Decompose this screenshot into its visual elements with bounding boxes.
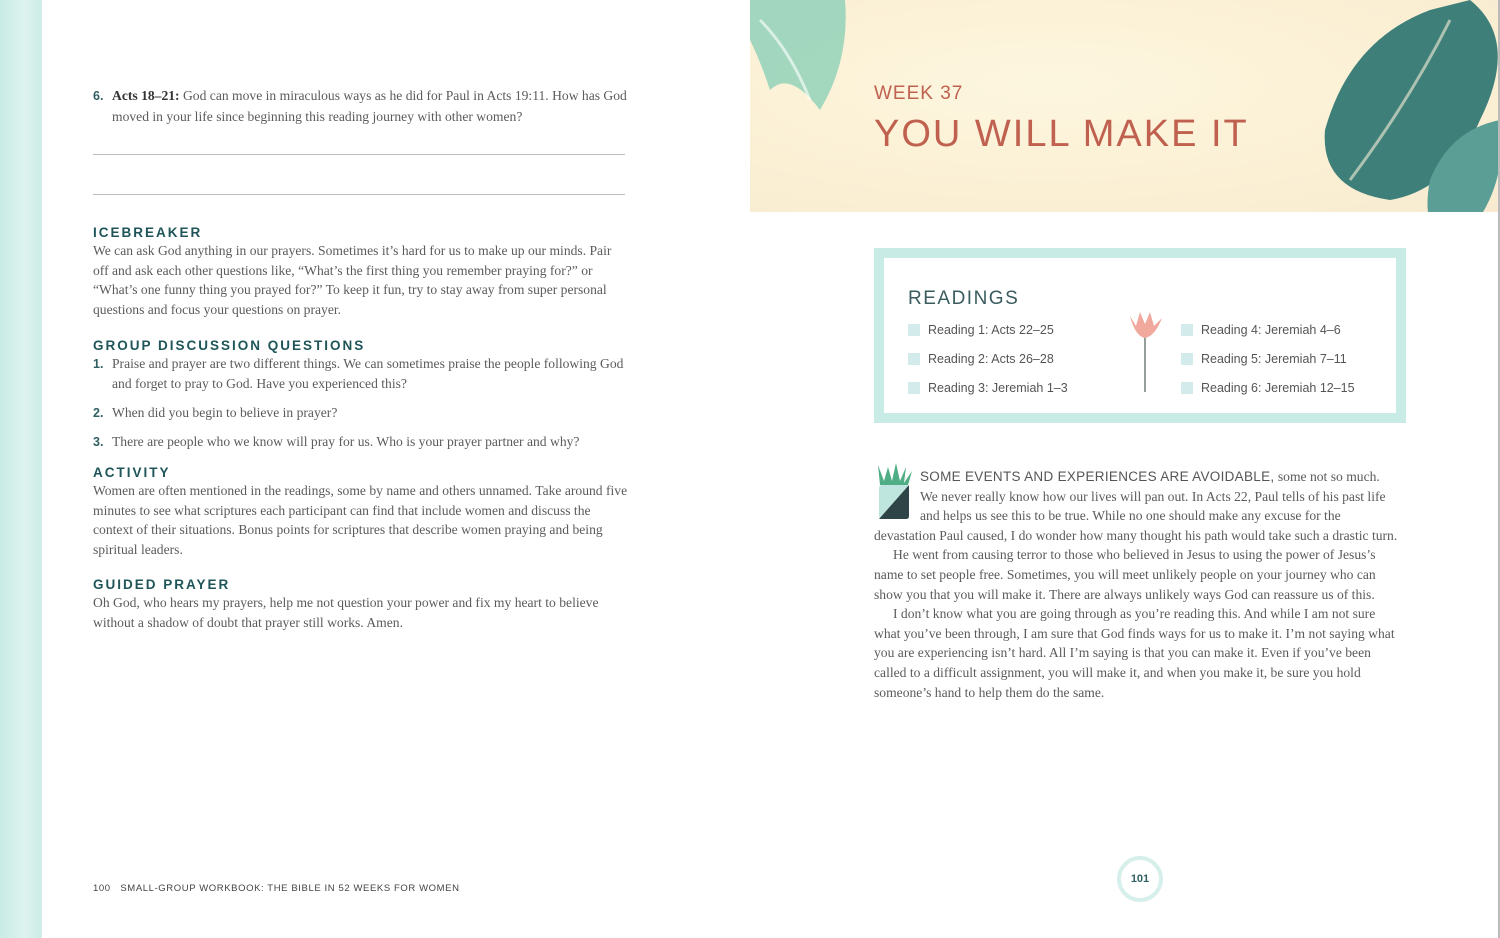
activity-section [93,465,628,559]
section-heading: GUIDED PRAYER [93,577,231,593]
flower-icon [1120,306,1170,396]
answer-line [93,194,625,195]
item-text: Praise and prayer are two different things. We can sometimes praise the people following God and forget to pray to God. Have you experienced this? [112,355,624,392]
item-number: 1. [93,356,104,371]
item-number: 2. [93,405,104,420]
right-page-body [874,467,1399,702]
reading-label: Reading 2: Acts 26–28 [928,352,1054,366]
section-text: We can ask God anything in our prayers. Sometimes it’s hard for us to make up our minds. Pair off and ask each other questions like, “What’s the first thing you remember praying for?” or “What’s one funny thing you prayed for?” To keep it fun, try to stay away from super personal questions and focus your questions on prayer. [93,243,612,317]
section-text: Women are often mentioned in the readings, some by name and others unnamed. Take around five minutes to see what scriptures each participant can find that include women and discuss the context of their situations. Bonus points for scriptures that describe women praying and being spiritual leaders. [93,482,628,557]
left-footer [93,883,460,894]
question-ref: Acts 18–21: [112,88,180,103]
reading-item[interactable] [908,323,1054,337]
checkbox[interactable] [1181,324,1193,336]
question-text: God can move in miraculous ways as he did for Paul in Acts 19:11. How has God moved in your life since beginning this reading journey with other women? [112,88,627,124]
left-page-content [93,86,628,633]
monstera-leaf-icon [750,0,1500,212]
item-text: There are people who we know will pray for us. Who is your prayer partner and why? [112,434,580,450]
reading-label: Reading 1: Acts 22–25 [928,323,1054,337]
answer-line [93,154,625,155]
page-edge-decoration [0,0,42,938]
list-item [93,354,628,394]
lead-in-caps: SOME EVENTS AND EXPERIENCES ARE AVOIDABLE, [920,469,1275,484]
reading-item[interactable] [908,352,1054,366]
list-item [93,403,628,424]
section-heading: ICEBREAKER [93,225,203,241]
discussion-section [93,338,628,453]
section-heading: GROUP DISCUSSION QUESTIONS [93,337,366,353]
paragraph-3: I don’t know what you are going through as you’re reading this. And while I am not sure what you’ve been through, I am sure that God finds ways for us to make it. I’m not saying what you are experiencing isn’t hard. All I’m saying is that you can make it. Even if you’ve been called to a difficult assignment, you will make it, and when you make it, be sure you hold someone’s hand to help them do the same. [874,606,1395,700]
prayer-section [93,577,628,632]
checkbox[interactable] [1181,382,1193,394]
reading-label: Reading 5: Jeremiah 7–11 [1201,352,1347,366]
readings-heading: READINGS [908,288,1020,309]
item-text: When did you begin to believe in prayer? [112,404,338,420]
week-header-banner [750,0,1500,212]
reading-item[interactable] [908,381,1068,395]
item-number: 3. [93,435,104,450]
plant-pot-icon [874,463,914,521]
section-text: Oh God, who hears my prayers, help me not question your power and fix my heart to believe without a shadow of doubt that prayer still works. Amen. [93,595,599,630]
reading-label: Reading 4: Jeremiah 4–6 [1201,323,1341,337]
reading-item[interactable] [1181,352,1347,366]
question-6 [93,86,628,126]
question-number: 6. [93,89,104,103]
paragraph-1 [874,467,1399,545]
page-number: 101 [1117,856,1163,902]
readings-box [874,248,1406,423]
checkbox[interactable] [908,382,920,394]
chapter-title: YOU WILL MAKE IT [874,113,1249,155]
paragraph-2: He went from causing terror to those who believed in Jesus to using the power of Jesus’s name to set people free. Sometimes, you will meet unlikely people on your journey who can show you that you will make it. There are always unlikely ways God can reassure us of this. [874,547,1376,602]
week-label: WEEK 37 [874,83,964,104]
icebreaker-section [93,225,628,319]
reading-item[interactable] [1181,323,1341,337]
reading-label: Reading 6: Jeremiah 12–15 [1201,381,1355,395]
book-title: SMALL-GROUP WORKBOOK: THE BIBLE IN 52 WEEKS FOR WOMEN [120,883,460,894]
page-number: 100 [93,883,111,894]
reading-item[interactable] [1181,381,1355,395]
checkbox[interactable] [1181,353,1193,365]
checkbox[interactable] [908,353,920,365]
list-item [93,432,628,453]
section-heading: ACTIVITY [93,464,171,480]
reading-label: Reading 3: Jeremiah 1–3 [928,381,1068,395]
checkbox[interactable] [908,324,920,336]
paragraph-text: some not so much. We never really know how our lives will pan out. In Acts 22, Paul tells of his past life and helps us see this to be true. While no one should make any excuse for the devastation Paul caused, I do wonder how many thought his path would take such a drastic turn. [874,469,1398,543]
